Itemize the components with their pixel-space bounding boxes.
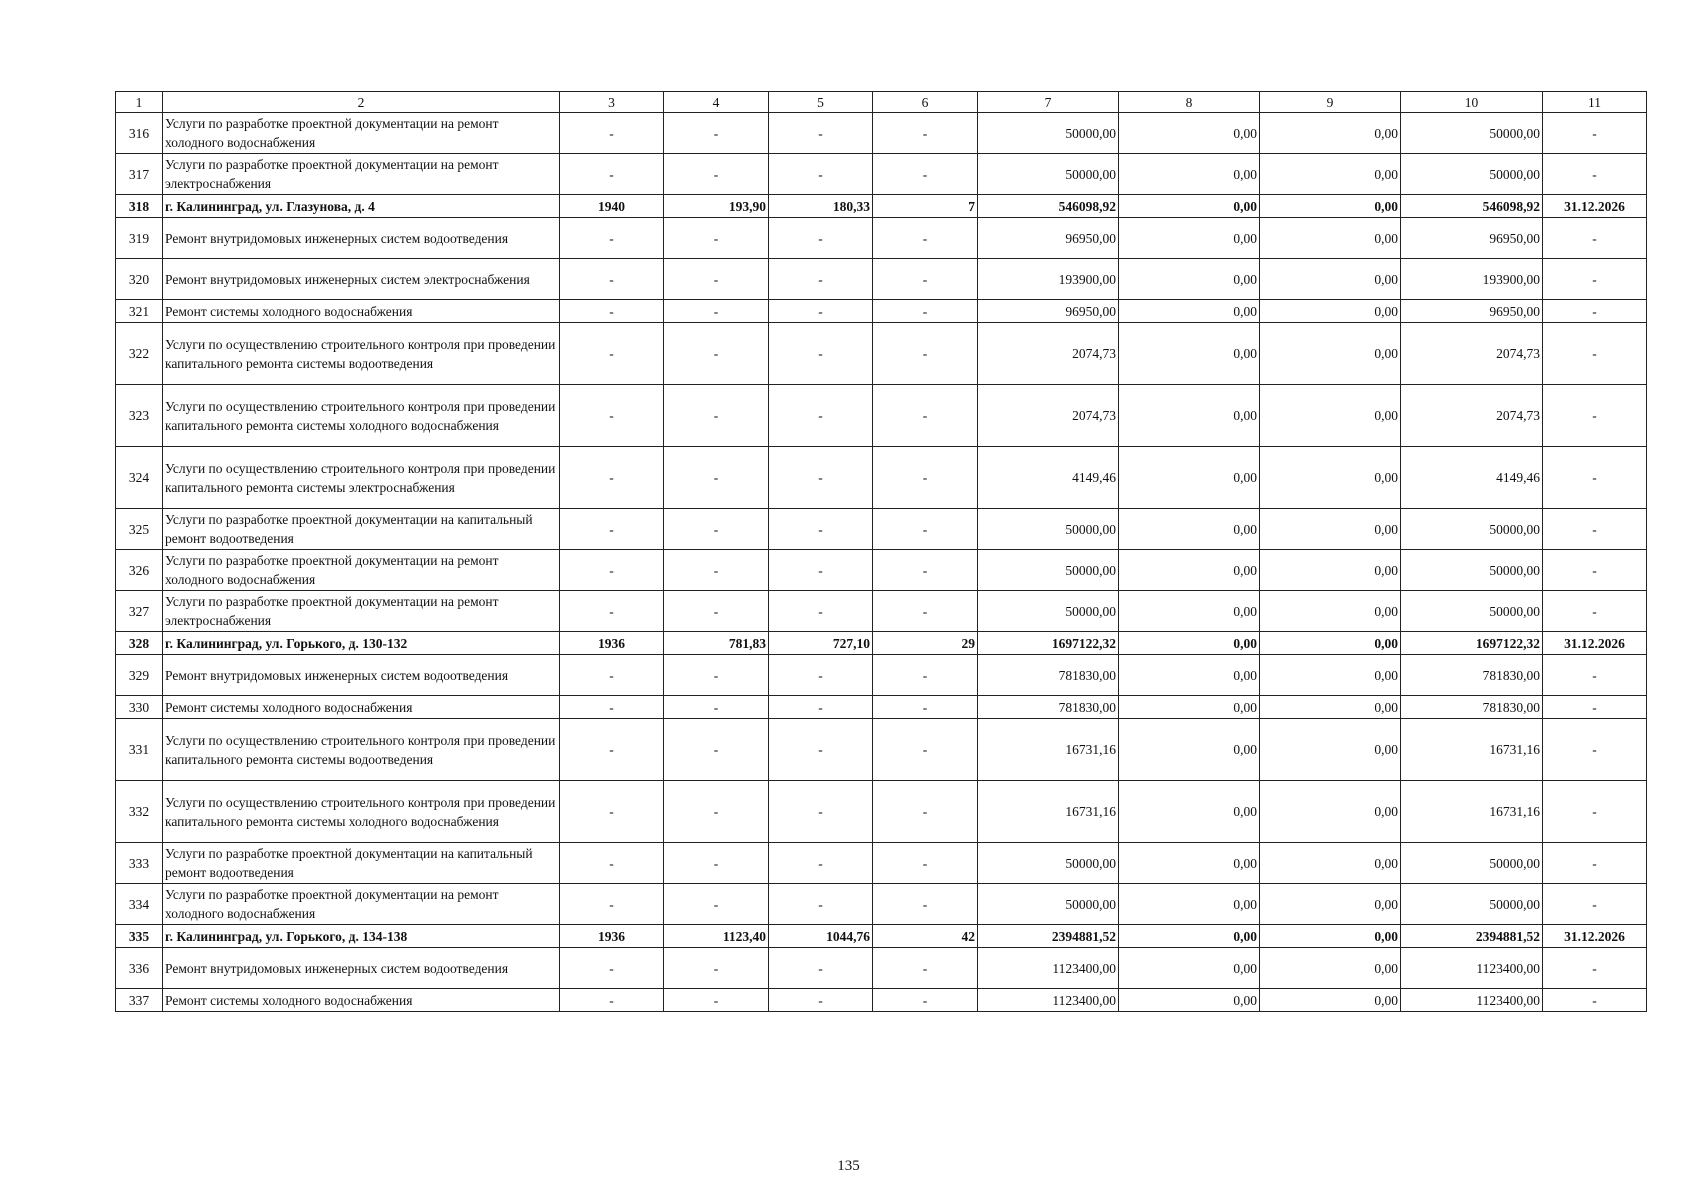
- cell-c10: 1123400,00: [1401, 948, 1543, 989]
- cell-no: 329: [116, 655, 163, 696]
- cell-c5: -: [769, 781, 873, 843]
- header-cell: 1: [116, 92, 163, 113]
- cell-no: 327: [116, 591, 163, 632]
- cell-c11: -: [1543, 154, 1647, 195]
- cell-no: 326: [116, 550, 163, 591]
- cell-c11: -: [1543, 447, 1647, 509]
- cell-c10: 2394881,52: [1401, 925, 1543, 948]
- cell-c3: 1936: [560, 632, 664, 655]
- cell-name: Ремонт системы холодного водоснабжения: [163, 696, 560, 719]
- cell-c11: -: [1543, 385, 1647, 447]
- header-cell: 10: [1401, 92, 1543, 113]
- cell-c8: 0,00: [1119, 550, 1260, 591]
- cell-no: 330: [116, 696, 163, 719]
- cell-c10: 50000,00: [1401, 113, 1543, 154]
- table-row: [116, 259, 1647, 300]
- cell-c11: -: [1543, 591, 1647, 632]
- cell-c6: -: [873, 884, 978, 925]
- cell-c8: 0,00: [1119, 300, 1260, 323]
- cell-c7: 50000,00: [978, 154, 1119, 195]
- table-row: [116, 884, 1647, 925]
- cell-c7: 96950,00: [978, 300, 1119, 323]
- cell-c6: -: [873, 696, 978, 719]
- cell-c11: -: [1543, 781, 1647, 843]
- cell-c3: -: [560, 655, 664, 696]
- cell-c8: 0,00: [1119, 989, 1260, 1012]
- cell-c6: 42: [873, 925, 978, 948]
- cell-c8: 0,00: [1119, 781, 1260, 843]
- cell-c5: 180,33: [769, 195, 873, 218]
- cell-name: Услуги по разработке проектной документации на ремонт холодного водоснабжения: [163, 550, 560, 591]
- cell-c8: 0,00: [1119, 154, 1260, 195]
- cell-c4: -: [664, 154, 769, 195]
- cell-no: 317: [116, 154, 163, 195]
- cell-c9: 0,00: [1260, 259, 1401, 300]
- cell-c8: 0,00: [1119, 509, 1260, 550]
- cell-c9: 0,00: [1260, 948, 1401, 989]
- cell-c11: -: [1543, 948, 1647, 989]
- cell-c11: 31.12.2026: [1543, 195, 1647, 218]
- cell-c5: -: [769, 719, 873, 781]
- cell-name: Услуги по осуществлению строительного контроля при проведении капитального ремонта системы водоотведения: [163, 719, 560, 781]
- header-cell: 2: [163, 92, 560, 113]
- cell-c4: -: [664, 550, 769, 591]
- cell-name: г. Калининград, ул. Горького, д. 134-138: [163, 925, 560, 948]
- cell-c4: -: [664, 989, 769, 1012]
- cell-c9: 0,00: [1260, 113, 1401, 154]
- cell-c8: 0,00: [1119, 323, 1260, 385]
- header-cell: 4: [664, 92, 769, 113]
- cell-name: Услуги по разработке проектной документации на капитальный ремонт водоотведения: [163, 843, 560, 884]
- cell-no: 331: [116, 719, 163, 781]
- cell-name: Услуги по осуществлению строительного контроля при проведении капитального ремонта системы водоотведения: [163, 323, 560, 385]
- cell-c4: -: [664, 300, 769, 323]
- table-row: [116, 696, 1647, 719]
- cell-c7: 50000,00: [978, 113, 1119, 154]
- table-row: [116, 719, 1647, 781]
- table-row: [116, 218, 1647, 259]
- header-cell: 11: [1543, 92, 1647, 113]
- cell-c11: -: [1543, 719, 1647, 781]
- cell-c8: 0,00: [1119, 632, 1260, 655]
- cell-c6: -: [873, 781, 978, 843]
- table-row-address: [116, 925, 1647, 948]
- cell-name: Ремонт внутридомовых инженерных систем водоотведения: [163, 655, 560, 696]
- cell-name: Ремонт внутридомовых инженерных систем электроснабжения: [163, 259, 560, 300]
- cell-c8: 0,00: [1119, 259, 1260, 300]
- cell-c11: -: [1543, 989, 1647, 1012]
- table-row: [116, 385, 1647, 447]
- cell-c6: -: [873, 447, 978, 509]
- cell-c7: 50000,00: [978, 550, 1119, 591]
- cell-c6: 29: [873, 632, 978, 655]
- cell-c8: 0,00: [1119, 447, 1260, 509]
- cell-c5: -: [769, 509, 873, 550]
- cell-c10: 50000,00: [1401, 509, 1543, 550]
- table-row: [116, 989, 1647, 1012]
- cell-c6: -: [873, 259, 978, 300]
- cell-c5: 1044,76: [769, 925, 873, 948]
- table-row-address: [116, 195, 1647, 218]
- cell-c9: 0,00: [1260, 591, 1401, 632]
- cell-c5: -: [769, 259, 873, 300]
- cell-c6: -: [873, 509, 978, 550]
- cell-c6: -: [873, 154, 978, 195]
- cell-c3: -: [560, 218, 664, 259]
- cell-c9: 0,00: [1260, 195, 1401, 218]
- cell-c6: -: [873, 113, 978, 154]
- cell-c5: -: [769, 323, 873, 385]
- cell-c7: 1123400,00: [978, 989, 1119, 1012]
- cell-no: 333: [116, 843, 163, 884]
- cell-c3: -: [560, 300, 664, 323]
- cell-c7: 16731,16: [978, 781, 1119, 843]
- cell-name: Услуги по разработке проектной документации на ремонт холодного водоснабжения: [163, 884, 560, 925]
- cell-c5: -: [769, 989, 873, 1012]
- cell-c9: 0,00: [1260, 843, 1401, 884]
- cell-c4: -: [664, 884, 769, 925]
- cell-c8: 0,00: [1119, 113, 1260, 154]
- cell-c6: -: [873, 323, 978, 385]
- cell-c11: -: [1543, 218, 1647, 259]
- header-cell: 3: [560, 92, 664, 113]
- cell-c9: 0,00: [1260, 632, 1401, 655]
- cell-name: Услуги по осуществлению строительного контроля при проведении капитального ремонта системы холодного водоснабжения: [163, 385, 560, 447]
- cell-no: 328: [116, 632, 163, 655]
- cell-c4: -: [664, 447, 769, 509]
- table-row: [116, 447, 1647, 509]
- cell-c10: 16731,16: [1401, 781, 1543, 843]
- cell-no: 334: [116, 884, 163, 925]
- cell-c7: 193900,00: [978, 259, 1119, 300]
- cell-c8: 0,00: [1119, 195, 1260, 218]
- cell-c7: 1123400,00: [978, 948, 1119, 989]
- cell-c8: 0,00: [1119, 948, 1260, 989]
- cell-no: 316: [116, 113, 163, 154]
- cell-c7: 50000,00: [978, 884, 1119, 925]
- cell-c4: -: [664, 843, 769, 884]
- header-cell: 8: [1119, 92, 1260, 113]
- cell-c9: 0,00: [1260, 655, 1401, 696]
- cell-c11: -: [1543, 509, 1647, 550]
- cell-c8: 0,00: [1119, 719, 1260, 781]
- cell-name: Услуги по осуществлению строительного контроля при проведении капитального ремонта системы электроснабжения: [163, 447, 560, 509]
- header-cell: 7: [978, 92, 1119, 113]
- cell-c6: -: [873, 550, 978, 591]
- cell-c6: -: [873, 300, 978, 323]
- cell-c10: 50000,00: [1401, 591, 1543, 632]
- cell-c7: 16731,16: [978, 719, 1119, 781]
- cell-c10: 546098,92: [1401, 195, 1543, 218]
- cell-c5: -: [769, 154, 873, 195]
- cell-c11: -: [1543, 655, 1647, 696]
- cell-c3: -: [560, 154, 664, 195]
- cell-no: 336: [116, 948, 163, 989]
- cell-c7: 1697122,32: [978, 632, 1119, 655]
- cell-c4: -: [664, 385, 769, 447]
- cell-c4: 1123,40: [664, 925, 769, 948]
- cell-c4: -: [664, 948, 769, 989]
- cell-c7: 2394881,52: [978, 925, 1119, 948]
- cell-c11: -: [1543, 550, 1647, 591]
- cell-name: г. Калининград, ул. Горького, д. 130-132: [163, 632, 560, 655]
- cell-c3: -: [560, 385, 664, 447]
- cell-c5: -: [769, 591, 873, 632]
- table-row: [116, 781, 1647, 843]
- cell-c3: -: [560, 113, 664, 154]
- cell-c10: 193900,00: [1401, 259, 1543, 300]
- cell-c10: 1123400,00: [1401, 989, 1543, 1012]
- cell-c4: -: [664, 113, 769, 154]
- cell-c9: 0,00: [1260, 696, 1401, 719]
- table-row: [116, 843, 1647, 884]
- cell-name: Ремонт внутридомовых инженерных систем водоотведения: [163, 218, 560, 259]
- cell-no: 325: [116, 509, 163, 550]
- cell-c9: 0,00: [1260, 154, 1401, 195]
- cell-c7: 96950,00: [978, 218, 1119, 259]
- page-number: 135: [837, 1158, 860, 1174]
- cell-c7: 50000,00: [978, 509, 1119, 550]
- cell-c9: 0,00: [1260, 447, 1401, 509]
- cell-c3: -: [560, 509, 664, 550]
- cell-c3: -: [560, 447, 664, 509]
- cell-no: 318: [116, 195, 163, 218]
- cell-no: 335: [116, 925, 163, 948]
- cell-c8: 0,00: [1119, 884, 1260, 925]
- cell-c10: 50000,00: [1401, 550, 1543, 591]
- cell-c6: -: [873, 385, 978, 447]
- cell-c7: 546098,92: [978, 195, 1119, 218]
- cell-c3: -: [560, 884, 664, 925]
- cell-c11: 31.12.2026: [1543, 925, 1647, 948]
- cell-c8: 0,00: [1119, 843, 1260, 884]
- cell-c8: 0,00: [1119, 218, 1260, 259]
- cell-c11: -: [1543, 300, 1647, 323]
- cell-c9: 0,00: [1260, 719, 1401, 781]
- cell-c3: -: [560, 781, 664, 843]
- cell-no: 319: [116, 218, 163, 259]
- cell-no: 320: [116, 259, 163, 300]
- cell-no: 337: [116, 989, 163, 1012]
- cell-name: Ремонт системы холодного водоснабжения: [163, 989, 560, 1012]
- cell-c7: 781830,00: [978, 655, 1119, 696]
- cell-c3: -: [560, 719, 664, 781]
- cell-c6: -: [873, 655, 978, 696]
- cell-c9: 0,00: [1260, 550, 1401, 591]
- cell-c5: -: [769, 385, 873, 447]
- cell-c6: -: [873, 719, 978, 781]
- cell-c9: 0,00: [1260, 385, 1401, 447]
- cell-c6: 7: [873, 195, 978, 218]
- cell-c10: 50000,00: [1401, 154, 1543, 195]
- cell-c5: -: [769, 843, 873, 884]
- cell-c8: 0,00: [1119, 925, 1260, 948]
- cell-c7: 2074,73: [978, 385, 1119, 447]
- cell-c10: 4149,46: [1401, 447, 1543, 509]
- cell-c11: -: [1543, 113, 1647, 154]
- cell-c6: -: [873, 989, 978, 1012]
- table-row: [116, 113, 1647, 154]
- cell-c7: 2074,73: [978, 323, 1119, 385]
- header-cell: 6: [873, 92, 978, 113]
- cell-c4: -: [664, 781, 769, 843]
- cell-c11: -: [1543, 259, 1647, 300]
- cell-c11: 31.12.2026: [1543, 632, 1647, 655]
- cell-c9: 0,00: [1260, 925, 1401, 948]
- cell-c5: -: [769, 948, 873, 989]
- cell-c6: -: [873, 218, 978, 259]
- cell-name: Услуги по разработке проектной документации на ремонт электроснабжения: [163, 591, 560, 632]
- table-row: [116, 655, 1647, 696]
- cell-c4: -: [664, 259, 769, 300]
- cell-c4: -: [664, 696, 769, 719]
- cell-name: Услуги по разработке проектной документации на ремонт электроснабжения: [163, 154, 560, 195]
- table-row: [116, 509, 1647, 550]
- cell-c6: -: [873, 591, 978, 632]
- document-sheet: [115, 91, 1646, 1012]
- cell-c5: -: [769, 550, 873, 591]
- cell-no: 324: [116, 447, 163, 509]
- cell-c10: 16731,16: [1401, 719, 1543, 781]
- repair-schedule-table: [115, 91, 1647, 1012]
- cell-c10: 50000,00: [1401, 843, 1543, 884]
- cell-c7: 50000,00: [978, 843, 1119, 884]
- table-body: [116, 113, 1647, 1012]
- header-cell: 9: [1260, 92, 1401, 113]
- cell-c6: -: [873, 948, 978, 989]
- cell-c5: -: [769, 447, 873, 509]
- table-row: [116, 300, 1647, 323]
- cell-c6: -: [873, 843, 978, 884]
- cell-c5: -: [769, 300, 873, 323]
- cell-c3: -: [560, 948, 664, 989]
- cell-name: Услуги по осуществлению строительного контроля при проведении капитального ремонта системы холодного водоснабжения: [163, 781, 560, 843]
- cell-c3: -: [560, 591, 664, 632]
- table-row: [116, 323, 1647, 385]
- cell-c7: 781830,00: [978, 696, 1119, 719]
- cell-c5: -: [769, 113, 873, 154]
- cell-c9: 0,00: [1260, 300, 1401, 323]
- cell-c11: -: [1543, 696, 1647, 719]
- cell-c3: 1936: [560, 925, 664, 948]
- cell-c3: -: [560, 323, 664, 385]
- cell-c10: 96950,00: [1401, 300, 1543, 323]
- cell-c9: 0,00: [1260, 781, 1401, 843]
- cell-c10: 50000,00: [1401, 884, 1543, 925]
- cell-c9: 0,00: [1260, 509, 1401, 550]
- cell-c3: -: [560, 550, 664, 591]
- cell-c10: 781830,00: [1401, 696, 1543, 719]
- table-row-address: [116, 632, 1647, 655]
- cell-c10: 781830,00: [1401, 655, 1543, 696]
- cell-c9: 0,00: [1260, 989, 1401, 1012]
- cell-c3: -: [560, 989, 664, 1012]
- cell-c3: -: [560, 259, 664, 300]
- cell-c8: 0,00: [1119, 385, 1260, 447]
- cell-c4: 193,90: [664, 195, 769, 218]
- cell-name: Ремонт системы холодного водоснабжения: [163, 300, 560, 323]
- cell-c11: -: [1543, 323, 1647, 385]
- cell-c8: 0,00: [1119, 591, 1260, 632]
- table-row: [116, 154, 1647, 195]
- cell-no: 323: [116, 385, 163, 447]
- cell-c4: 781,83: [664, 632, 769, 655]
- cell-c3: -: [560, 696, 664, 719]
- cell-c4: -: [664, 509, 769, 550]
- cell-c4: -: [664, 323, 769, 385]
- cell-name: Услуги по разработке проектной документации на капитальный ремонт водоотведения: [163, 509, 560, 550]
- cell-c11: -: [1543, 843, 1647, 884]
- cell-c3: -: [560, 843, 664, 884]
- cell-no: 321: [116, 300, 163, 323]
- cell-no: 322: [116, 323, 163, 385]
- cell-name: Услуги по разработке проектной документации на ремонт холодного водоснабжения: [163, 113, 560, 154]
- cell-c5: -: [769, 218, 873, 259]
- cell-name: г. Калининград, ул. Глазунова, д. 4: [163, 195, 560, 218]
- cell-c10: 96950,00: [1401, 218, 1543, 259]
- cell-c9: 0,00: [1260, 884, 1401, 925]
- table-row: [116, 550, 1647, 591]
- cell-c7: 50000,00: [978, 591, 1119, 632]
- cell-c8: 0,00: [1119, 696, 1260, 719]
- cell-c5: 727,10: [769, 632, 873, 655]
- header-cell: 5: [769, 92, 873, 113]
- cell-c8: 0,00: [1119, 655, 1260, 696]
- cell-c4: -: [664, 719, 769, 781]
- cell-c9: 0,00: [1260, 323, 1401, 385]
- cell-c10: 1697122,32: [1401, 632, 1543, 655]
- table-row: [116, 591, 1647, 632]
- table-row: [116, 948, 1647, 989]
- cell-c11: -: [1543, 884, 1647, 925]
- cell-c5: -: [769, 884, 873, 925]
- cell-c4: -: [664, 591, 769, 632]
- cell-c9: 0,00: [1260, 218, 1401, 259]
- cell-name: Ремонт внутридомовых инженерных систем водоотведения: [163, 948, 560, 989]
- cell-c7: 4149,46: [978, 447, 1119, 509]
- header-row: [116, 92, 1647, 113]
- cell-no: 332: [116, 781, 163, 843]
- cell-c5: -: [769, 655, 873, 696]
- cell-c5: -: [769, 696, 873, 719]
- cell-c10: 2074,73: [1401, 385, 1543, 447]
- cell-c10: 2074,73: [1401, 323, 1543, 385]
- cell-c3: 1940: [560, 195, 664, 218]
- cell-c4: -: [664, 218, 769, 259]
- cell-c4: -: [664, 655, 769, 696]
